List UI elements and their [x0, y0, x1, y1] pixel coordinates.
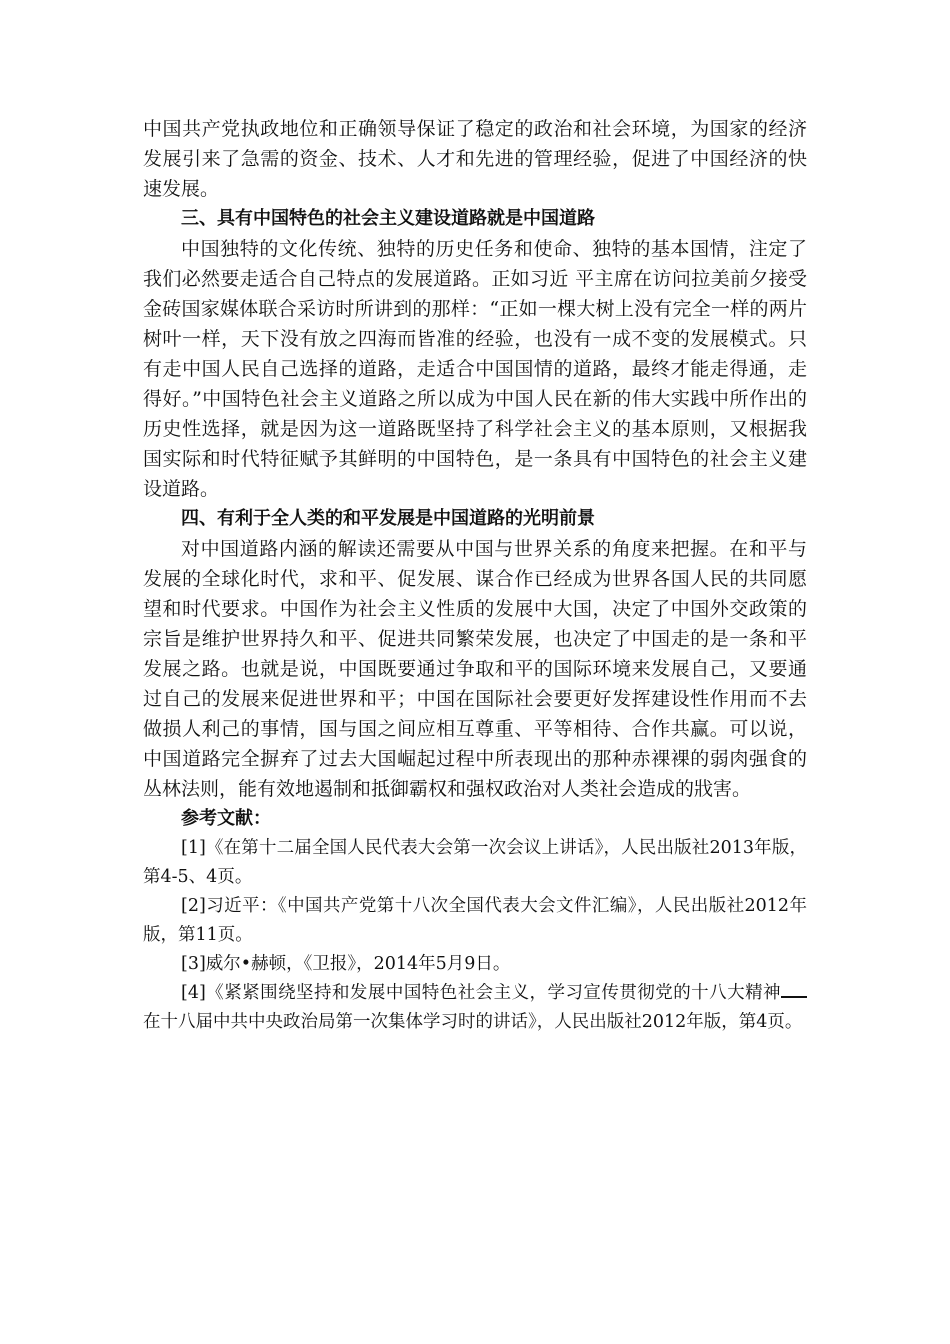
- section-heading-4: 四、有利于全人类的和平发展是中国道路的光明前景: [181, 508, 595, 529]
- reference-item-2: [2]习近平：《中国共产党第十八次全国代表大会文件汇编》，人民出版社2012年版，第11页。: [143, 896, 807, 945]
- reference-item-4: [143, 979, 807, 1037]
- body-paragraph-section-4: 对中国道路内涵的解读还需要从中国与世界关系的角度来把握。在和平与发展的全球化时代，求和平、促发展、谋合作已经成为世界各国人民的共同愿望和时代要求。中国作为社会主义性质的发展中大国，决定了中国外交政策的宗旨是维护世界持久和平、促进共同繁荣发展，也决定了中国走的是一条和平发展之路。也就是说，中国既要通过争取和平的国际环境来发展自己，又要通过自己的发展来促进世界和平；中国在国际社会要更好发挥建设性作用而不去做损人利己的事情，国与国之间应相互尊重、平等相待、合作共赢。可以说，中国道路完全摒弃了过去大国崛起过程中所表现出的那种赤裸裸的弱肉强食的丛林法则，能有效地遏制和抵御霸权和强权政治对人类社会造成的戕害。: [143, 538, 807, 800]
- dash-underline: [781, 980, 807, 998]
- body-paragraph-continued: 中国共产党执政地位和正确领导保证了稳定的政治和社会环境，为国家的经济发展引来了急需的资金、技术、人才和先进的管理经验，促进了中国经济的快速发展。: [143, 118, 807, 200]
- references-heading: 参考文献：: [181, 808, 271, 829]
- reference-item-1: [1]《在第十二届全国人民代表大会第一次会议上讲话》，人民出版社2013年版，第4-5、4页。: [143, 838, 807, 887]
- reference-item-4-part-b: 在十八届中共中央政治局第一次集体学习时的讲话》，人民出版社2012年版，第4页。: [143, 1012, 803, 1032]
- reference-item-3: [3]威尔•赫顿，《卫报》，2014年5月9日。: [181, 954, 511, 974]
- document-page: [143, 114, 807, 1037]
- body-paragraph-section-3: 中国独特的文化传统、独特的历史任务和使命、独特的基本国情，注定了我们必然要走适合自己特点的发展道路。正如习近 平主席在访问拉美前夕接受金砖国家媒体联合采访时所讲到的那样：“正如一棵大树上没有完全一样的两片树叶一样，天下没有放之四海而皆准的经验，也没有一成不变的发展模式。只有走中国人民自己选择的道路，走适合中国国情的道路，最终才能走得通，走得好。”中国特色社会主义道路之所以成为中国人民在新的伟大实践中所作出的历史性选择，就是因为这一道路既坚持了科学社会主义的基本原则，又根据我国实际和时代特征赋予其鲜明的中国特色，是一条具有中国特色的社会主义建设道路。: [143, 238, 807, 500]
- reference-item-4-part-a: [4]《紧紧围绕坚持和发展中国特色社会主义，学习宣传贯彻党的十八大精神: [181, 983, 781, 1003]
- section-heading-3: 三、具有中国特色的社会主义建设道路就是中国道路: [181, 208, 595, 229]
